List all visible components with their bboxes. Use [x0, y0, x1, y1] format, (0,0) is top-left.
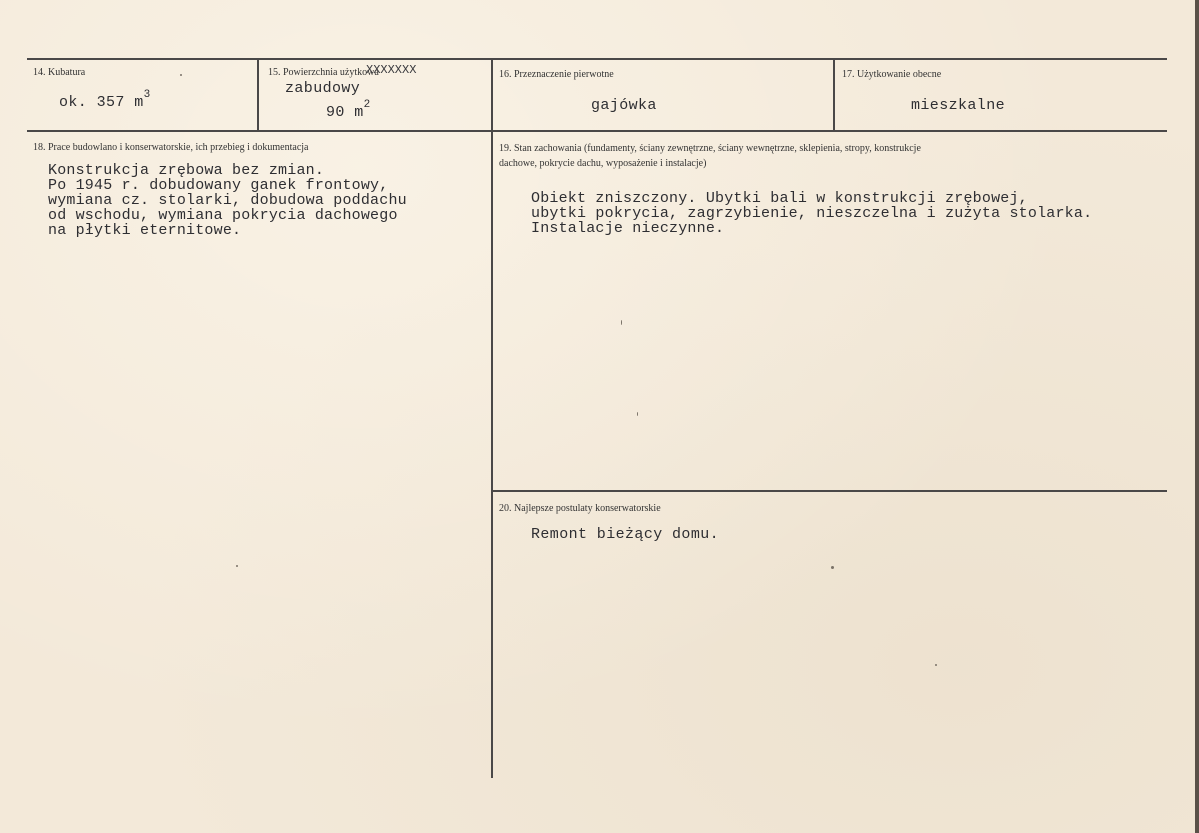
- field-19-line: Instalacje nieczynne.: [531, 220, 725, 237]
- field-15-value-line1: zabudowy: [285, 80, 361, 97]
- field-15-value-line2: [326, 99, 371, 121]
- field-20-label: 20. Najlepsze postulaty konserwatorskie: [499, 503, 661, 514]
- field-19-label-line1: 19. Stan zachowania (fundamenty, ściany zewnętrzne, ściany wewnętrzne, sklepienia, stropy, konstrukcje: [499, 143, 921, 154]
- field-15-overtype: XXXXXXX: [366, 63, 417, 77]
- field-17-value: mieszkalne: [911, 97, 1006, 114]
- paper-speck: [831, 566, 834, 569]
- field-15-label: 15. Powierzchnia użytkowa: [268, 67, 379, 78]
- field-18-line: Konstrukcja zrębowa bez zmian.: [48, 162, 325, 179]
- field-19-text: [531, 191, 1092, 236]
- paper-speck: [236, 565, 238, 567]
- field-14-label: 14. Kubatura: [33, 67, 86, 78]
- field-18-line: od wschodu, wymiana pokrycia dachowego: [48, 207, 398, 224]
- field-18-line: na płytki eternitowe.: [48, 222, 242, 239]
- divider-16-17: [833, 58, 835, 132]
- field-18-label: 18. Prace budowlano i konserwatorskie, ich przebieg i dokumentacja: [33, 142, 309, 153]
- page-edge: [1195, 0, 1199, 833]
- field-19-label-line2: dachowe, pokrycie dachu, wyposażenie i instalacje): [499, 158, 707, 169]
- section20-top-rule: [491, 490, 1167, 492]
- field-17-label: 17. Użytkowanie obecne: [842, 69, 942, 80]
- paper-speck: [637, 412, 638, 416]
- field-14-value-exponent: 3: [143, 89, 151, 101]
- field-18-line: Po 1945 r. dobudowany ganek frontowy,: [48, 177, 389, 194]
- paper-speck: [935, 664, 937, 666]
- field-19-line: ubytki pokrycia, zagrzybienie, nieszczelna i zużyta stolarka.: [531, 205, 1093, 222]
- field-18-text: [48, 163, 407, 238]
- field-16-value: gajówka: [591, 97, 657, 114]
- field-14-value: [59, 89, 151, 111]
- row1-bottom-rule: [27, 130, 1167, 132]
- field-15-value-text: 90 m: [326, 104, 364, 121]
- field-19-line: Obiekt zniszczony. Ubytki bali w konstrukcji zrębowej,: [531, 190, 1028, 207]
- paper-speck: [180, 74, 182, 76]
- field-15-value-exponent: 2: [363, 99, 371, 111]
- field-18-line: wymiana cz. stolarki, dobudowa poddachu: [48, 192, 407, 209]
- field-20-value: Remont bieżący domu.: [531, 526, 720, 543]
- divider-14-15: [257, 58, 259, 132]
- top-rule: [27, 58, 1167, 60]
- field-16-label: 16. Przeznaczenie pierwotne: [499, 69, 614, 80]
- divider-15-16: [491, 58, 493, 778]
- field-14-value-text: ok. 357 m: [59, 94, 144, 111]
- paper-speck: [621, 320, 622, 325]
